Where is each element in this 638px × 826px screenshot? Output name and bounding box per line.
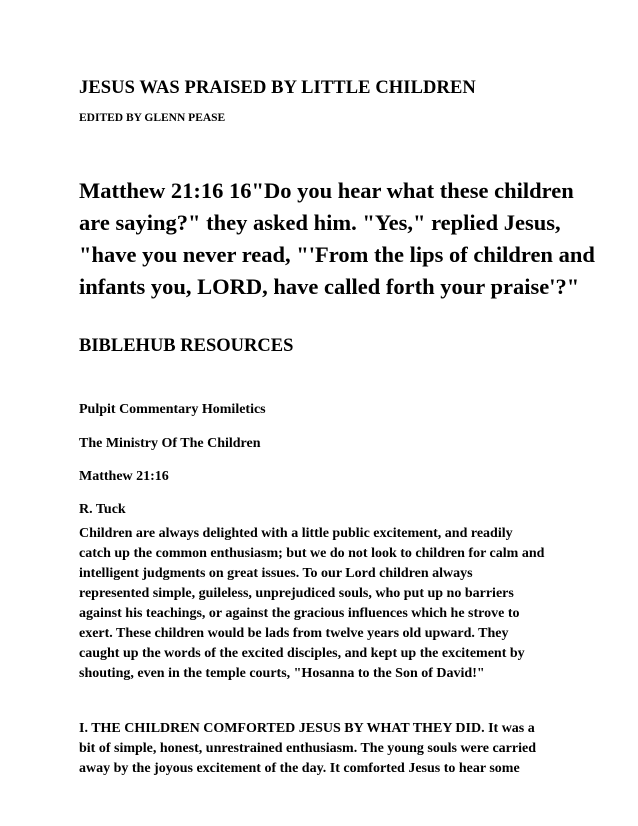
scripture-quote <box>79 175 595 303</box>
paragraph-line: bit of simple, honest, unrestrained enthusiasm. The young souls were carried <box>79 741 536 756</box>
paragraph-line: intelligent judgments on great issues. To our Lord children always <box>79 566 473 581</box>
paragraph-line: away by the joyous excitement of the day. It comforted Jesus to hear some <box>79 761 520 776</box>
document-subtitle: EDITED BY GLENN PEASE <box>79 112 226 124</box>
paragraph-line: catch up the common enthusiasm; but we do not look to children for calm and <box>79 546 545 561</box>
scripture-line: Matthew 21:16 16"Do you hear what these children <box>79 178 574 203</box>
body-paragraph <box>79 719 569 779</box>
paragraph-line: against his teachings, or against the gracious influences which he strove to <box>79 606 520 621</box>
body-paragraph <box>79 524 569 684</box>
paragraph-line: Children are always delighted with a little public excitement, and readily <box>79 526 513 541</box>
paragraph-line: represented simple, guileless, unprejudiced souls, who put up no barriers <box>79 586 514 601</box>
scripture-line: are saying?" they asked him. "Yes," replied Jesus, <box>79 210 561 235</box>
scripture-line: infants you, LORD, have called forth your praise'?" <box>79 274 580 299</box>
document-title: JESUS WAS PRAISED BY LITTLE CHILDREN <box>79 78 476 98</box>
article-title: The Ministry Of The Children <box>79 436 261 451</box>
source-name: Pulpit Commentary Homiletics <box>79 402 266 417</box>
scripture-line: "have you never read, "'From the lips of children and <box>79 242 595 267</box>
paragraph-line: I. THE CHILDREN COMFORTED JESUS BY WHAT THEY DID. It was a <box>79 721 535 736</box>
section-heading: BIBLEHUB RESOURCES <box>79 336 294 356</box>
paragraph-line: shouting, even in the temple courts, "Hosanna to the Son of David!" <box>79 666 485 681</box>
author-name: R. Tuck <box>79 502 126 517</box>
paragraph-line: caught up the words of the excited disciples, and kept up the excitement by <box>79 646 525 661</box>
paragraph-line: exert. These children would be lads from twelve years old upward. They <box>79 626 509 641</box>
scripture-reference: Matthew 21:16 <box>79 469 169 484</box>
